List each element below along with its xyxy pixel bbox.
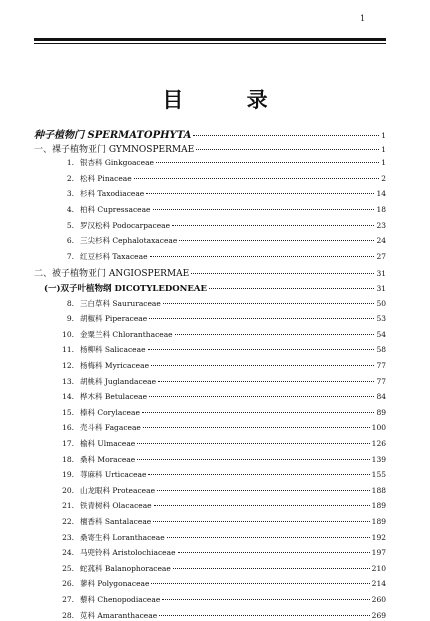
toc-entry [34,126,386,141]
toc-entry [52,188,386,199]
dot-leader [146,193,374,194]
toc-entry [52,298,386,309]
toc-entry-number: 20. [62,485,74,495]
toc-entry-label: 红豆杉科 Taxaceae [80,251,148,261]
toc-entry-number: 4. [66,205,74,214]
toc-entry-label: 金粟兰科 Chloranthaceae [80,329,173,339]
toc-entry-page: 2 [381,173,386,183]
page-title-text: 目 录 [162,88,296,112]
toc-entry-number: 10. [62,329,74,339]
toc-entry-page: 58 [376,345,386,355]
toc-entry-page: 260 [371,595,386,604]
toc-entry-label: 藜科 Chenopodiaceae [80,595,161,604]
dot-leader [142,412,375,413]
toc-entry-page: 31 [376,284,386,293]
toc-entry [52,204,386,215]
toc-entry-label: 蛇菰科 Balanophoraceae [80,563,171,573]
dot-leader [173,568,370,569]
toc-entry-page: 18 [376,205,386,214]
toc-entry-number: 24. [62,548,74,558]
toc-entry-page: 1 [381,158,386,168]
toc-entry [52,500,386,511]
toc-entry [34,142,386,155]
toc-entry-page: 189 [371,501,386,511]
toc-entry [44,282,386,294]
toc-entry-number: 6. [66,236,74,246]
toc-entry-number: 14. [62,392,74,402]
toc-entry-label: 松科 Pinaceae [80,173,132,183]
toc-entry-number: 11. [62,345,74,355]
toc-entry-number: 25. [62,563,74,573]
toc-entry-number: 19. [62,470,74,480]
toc-entry [52,376,386,387]
dot-leader [148,349,375,350]
toc-entry-label: 铁青树科 Olacaceae [80,501,152,511]
toc-entry-label: 马兜铃科 Aristolochiaceae [80,548,176,558]
page-number: 1 [360,14,366,23]
toc-entry-number: 27. [62,595,74,604]
page-title [0,84,430,114]
dot-leader [149,318,374,319]
toc-entry [52,407,386,418]
toc-entry-page: 24 [376,236,386,246]
dot-leader [162,599,369,600]
toc-entry-page: 197 [371,548,386,558]
toc-entry-number: 2. [66,173,74,183]
dot-leader [178,552,370,553]
toc-entry-page: 192 [371,532,386,542]
toc-entry-number: 23. [62,532,74,542]
toc-entry-label: 榆科 Ulmaceae [80,439,136,448]
toc-entry [52,454,386,465]
toc-entry [52,516,386,527]
dot-leader [191,273,374,274]
toc-entry-label: 三尖杉科 Cephalotaxaceae [80,236,178,246]
toc-entry-page: 188 [371,485,386,495]
toc-entry-number: 5. [66,220,74,230]
toc-entry [52,313,386,324]
dot-leader [137,459,369,460]
toc-entry-label: 柏科 Cupressaceae [80,205,151,214]
dot-leader [158,381,374,382]
toc-entry-page: 139 [371,454,386,464]
toc-entry-number: 9. [66,314,74,324]
toc-entry-label: 苋科 Amaranthaceae [80,610,158,620]
toc-entry [52,610,386,621]
toc-entry-number: 18. [62,454,74,464]
toc-entry-label: 壳斗科 Fagaceae [80,423,141,433]
toc-entry-number: 7. [66,251,74,261]
toc-entry-page: 155 [371,470,386,480]
toc-entry [52,235,386,246]
toc-entry-label: (一)双子叶植物纲 DICOTYLEDONEAE [44,284,207,294]
toc-entry-label: 二、被子植物亚门 ANGIOSPERMAE [34,269,190,280]
toc-entry-label: 山龙眼科 Proteaceae [80,485,156,495]
toc-entry [52,391,386,402]
toc-entry-label: 一、裸子植物亚门 GYMNOSPERMAE [34,144,195,155]
dot-leader [151,365,374,366]
dot-leader [153,521,369,522]
dot-leader [159,615,370,616]
toc-entry-page: 27 [376,251,386,261]
dot-leader [153,209,375,210]
toc-entry-label: 种子植物门 SPERMATOPHYTA [34,130,192,141]
dot-leader [154,505,370,506]
dot-leader [137,443,369,444]
toc-entry-page: 89 [376,407,386,417]
dot-leader [143,427,370,428]
toc-entry-label: 杉科 Taxodiaceae [80,189,145,199]
toc-entry-page: 1 [381,131,386,140]
toc-entry-label: 桑寄生科 Loranthaceae [80,532,165,542]
toc-entry-label: 榛科 Corylaceae [80,407,140,417]
dot-leader [179,240,374,241]
toc-entry-label: 桦木科 Betulaceae [80,392,148,402]
dot-leader [151,583,369,584]
toc-entry-number: 8. [66,298,74,308]
toc-entry [52,485,386,496]
toc-entry [52,360,386,371]
toc-entry-number: 13. [62,376,74,386]
toc-entry [52,422,386,433]
dot-leader [175,334,375,335]
toc-entry-label: 罗汉松科 Podocarpaceae [80,220,171,230]
toc-entry [52,438,386,449]
toc-entry-page: 210 [371,563,386,573]
toc-entry-number: 21. [62,501,74,511]
toc-entry-label: 荨麻科 Urticaceae [80,470,147,480]
toc-entry-page: 269 [371,610,386,620]
dot-leader [150,256,375,257]
dot-leader [196,149,379,150]
toc-entry-number: 28. [62,610,74,620]
toc-entry [52,547,386,558]
dot-leader [193,135,379,136]
toc-entry-number: 1. [66,158,74,168]
toc-entry [52,563,386,574]
toc-entry-label: 胡桃科 Juglandaceae [80,376,157,386]
toc-entry-page: 31 [376,269,386,279]
toc-entry-number: 12. [62,361,74,370]
toc-entry-page: 77 [376,361,386,370]
toc-entry-page: 84 [376,392,386,402]
header-rule-thin [34,43,386,44]
toc-entry [52,157,386,168]
toc-entry [52,220,386,231]
header-rule-thick [34,38,386,41]
toc-entry [52,173,386,184]
toc-entry-page: 1 [381,144,386,154]
toc-entry-number: 3. [66,189,74,199]
dot-leader [163,303,375,304]
toc-entry-label: 桑科 Moraceae [80,454,136,464]
toc-entry-page: 14 [376,189,386,199]
dot-leader [157,490,370,491]
toc-entry-number: 16. [62,423,74,433]
toc-entry-page: 189 [371,517,386,526]
toc-entry-label: 杨柳科 Salicaceae [80,345,146,355]
toc-entry-label: 三白草科 Saururaceae [80,298,161,308]
toc-entry [52,594,386,605]
toc-entry-label: 檀香科 Santalaceae [80,517,152,526]
dot-leader [134,178,380,179]
toc-entry [52,532,386,543]
dot-leader [209,288,374,289]
toc-entry-page: 54 [376,329,386,339]
toc-entry-page: 77 [376,376,386,386]
toc-entry-page: 23 [376,220,386,230]
toc-entry-page: 214 [371,579,386,589]
toc-entry-label: 杨梅科 Myricaceae [80,361,150,370]
dot-leader [172,225,374,226]
toc-entry [52,329,386,340]
toc-entry [52,469,386,480]
toc-entry [34,266,386,279]
dot-leader [149,396,374,397]
toc-entry-number: 15. [62,407,74,417]
toc-entry-label: 蓼科 Polygonaceae [80,579,150,589]
dot-leader [156,162,379,163]
toc-entry [52,344,386,355]
toc-entry [52,251,386,262]
toc-entry-number: 26. [62,579,74,589]
toc-entry-number: 17. [62,439,74,448]
dot-leader [148,474,369,475]
toc-entry-number: 22. [62,517,74,526]
dot-leader [167,537,370,538]
toc-entry-page: 50 [376,298,386,308]
toc-entry-page: 100 [371,423,386,433]
toc-entry-label: 银杏科 Ginkgoaceae [80,158,154,168]
toc-entry [52,578,386,589]
toc-entry-page: 53 [376,314,386,324]
toc-entry-label: 胡椒科 Piperaceae [80,314,148,324]
toc-entry-page: 126 [371,439,386,448]
